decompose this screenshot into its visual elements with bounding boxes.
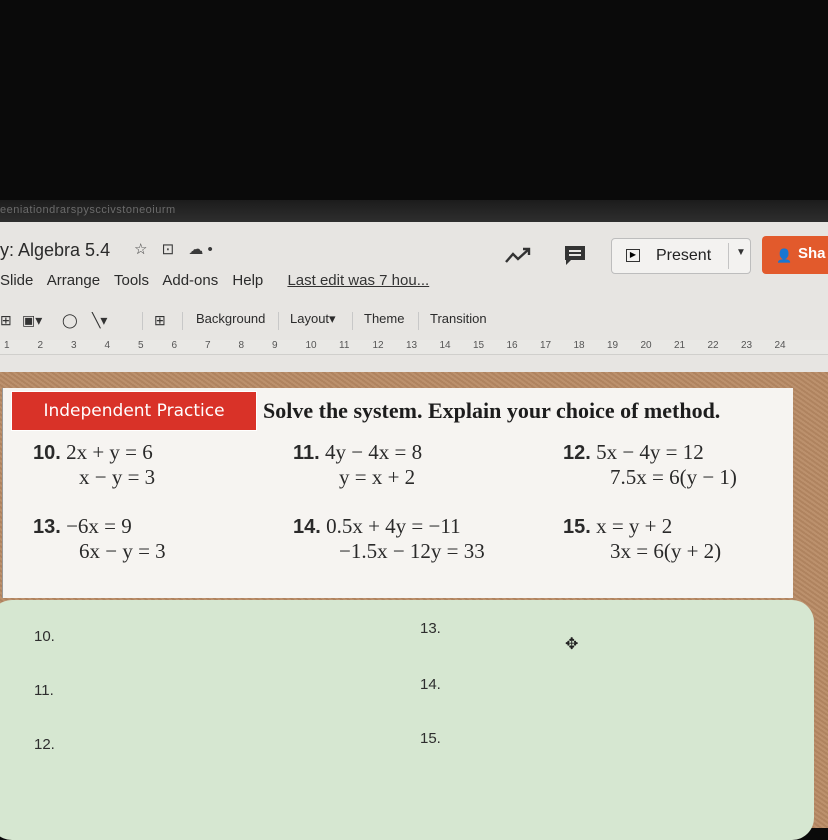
shape-icon[interactable]: ◯ — [62, 312, 78, 328]
share-button[interactable] — [762, 236, 828, 274]
document-title[interactable]: y: Algebra 5.4 — [0, 240, 111, 260]
ruler-tick-label: 3 — [71, 340, 77, 351]
title-icons — [134, 240, 223, 258]
star-icon[interactable]: ☆ — [134, 241, 148, 258]
ruler-tick-label: 6 — [171, 340, 178, 351]
ruler-tick-label: 14 — [439, 340, 451, 351]
problem-15 — [563, 514, 722, 563]
present-label: Present — [656, 247, 712, 264]
problem-13 — [33, 514, 166, 563]
move-cursor-icon: ✥ — [565, 636, 579, 653]
add-comment-icon[interactable]: ⊞ — [154, 312, 166, 328]
line-tool-icon[interactable]: ╲▾ — [92, 312, 108, 328]
toolbar-divider — [278, 312, 279, 330]
ruler-tick-label: 18 — [573, 340, 585, 351]
equation-2: x − y = 3 — [79, 465, 156, 489]
ruler-tick-label: 22 — [707, 340, 719, 351]
present-play-icon: ▶ — [626, 249, 640, 262]
toolbar-divider — [182, 312, 183, 330]
transition-button[interactable]: Transition — [430, 311, 487, 326]
browser-tab-strip — [0, 200, 828, 222]
slide-canvas[interactable] — [0, 372, 828, 828]
menu-arrange[interactable]: Arrange — [46, 272, 101, 289]
problem-number: 11. — [293, 442, 320, 464]
problem-panel[interactable] — [2, 388, 793, 598]
ruler-tick-label: 12 — [372, 340, 384, 351]
ruler-tick-label: 8 — [238, 340, 245, 351]
ruler-tick-label: 24 — [774, 340, 786, 351]
independent-practice-banner — [11, 391, 257, 431]
equation-2: 7.5x = 6(y − 1) — [610, 465, 737, 489]
slides-app — [0, 222, 828, 828]
share-label: Sha — [798, 245, 826, 262]
instruction-text: Solve the system. Explain your choice of method. — [263, 398, 721, 423]
answer-label-13: 13. — [420, 620, 441, 637]
equation-2: y = x + 2 — [339, 465, 416, 489]
ruler-tick-label: 13 — [406, 340, 418, 351]
last-edit-link[interactable]: Last edit was 7 hou... — [287, 272, 430, 289]
toolbar-divider — [142, 312, 143, 330]
answer-label-10: 10. — [34, 628, 55, 645]
horizontal-ruler[interactable] — [0, 340, 828, 355]
toolbar — [0, 306, 828, 336]
answer-label-14: 14. — [420, 676, 441, 693]
move-to-folder-icon[interactable]: ⊡ — [161, 241, 175, 258]
problem-14 — [293, 514, 485, 563]
toolbar-divider — [352, 312, 353, 330]
ruler-tick-label: 19 — [607, 340, 619, 351]
problem-number: 14. — [293, 516, 321, 538]
comment-icon[interactable] — [563, 244, 587, 266]
ruler-tick-label: 5 — [138, 340, 144, 351]
ruler-tick-label: 15 — [473, 340, 485, 351]
ruler-tick-label: 4 — [104, 340, 111, 351]
answer-label-11: 11. — [34, 682, 54, 699]
ruler-tick-label: 2 — [37, 340, 44, 351]
equation-1: −6x = 9 — [66, 514, 132, 538]
menu-slide[interactable]: Slide — [0, 272, 34, 289]
tab-hint-text: eeniationdrarspysccivstoneoiurm — [0, 204, 176, 216]
menu-add-ons[interactable]: Add-ons — [162, 272, 219, 289]
problem-11 — [293, 440, 423, 489]
ruler-tick-label: 9 — [272, 340, 278, 351]
problem-12 — [563, 440, 737, 489]
ruler-tick-label: 10 — [305, 340, 317, 351]
equation-1: 2x + y = 6 — [66, 440, 153, 464]
problem-10 — [33, 440, 156, 489]
menu-bar — [0, 272, 439, 289]
present-button[interactable] — [611, 238, 751, 274]
ruler-tick-label: 16 — [506, 340, 518, 351]
ruler-tick-label: 7 — [205, 340, 211, 351]
equation-2: −1.5x − 12y = 33 — [339, 539, 485, 563]
answer-box[interactable] — [0, 600, 814, 840]
layout-button[interactable]: Layout▾ — [290, 311, 336, 326]
ruler-tick-label: 11 — [339, 340, 350, 351]
equation-2: 6x − y = 3 — [79, 539, 166, 563]
equation-1: 5x − 4y = 12 — [596, 440, 704, 464]
ruler-tick-label: 23 — [741, 340, 753, 351]
equation-1: 4y − 4x = 8 — [324, 440, 423, 464]
equation-1: 0.5x + 4y = −11 — [326, 514, 461, 538]
answer-label-12: 12. — [34, 736, 55, 753]
image-insert-icon[interactable]: ▣▾ — [22, 312, 43, 328]
answer-label-15: 15. — [420, 730, 441, 747]
problem-number: 13. — [33, 516, 61, 538]
ruler-tick-label: 1 — [4, 340, 10, 351]
ruler-tick-label: 17 — [540, 340, 552, 351]
equation-1: x = y + 2 — [596, 514, 673, 538]
toolbar-divider — [418, 312, 419, 330]
share-lock-icon: 👤 — [776, 248, 793, 263]
cloud-status-icon[interactable]: ☁ • — [188, 241, 213, 258]
present-divider — [728, 243, 729, 269]
theme-button[interactable]: Theme — [364, 311, 405, 326]
problem-number: 10. — [33, 442, 61, 464]
background-button[interactable]: Background — [196, 311, 266, 326]
menu-help[interactable]: Help — [232, 272, 264, 289]
problem-number: 12. — [563, 442, 591, 464]
equation-2: 3x = 6(y + 2) — [610, 539, 722, 563]
banner-text: Independent Practice — [43, 401, 225, 421]
text-box-icon[interactable]: ⊞ — [0, 312, 12, 328]
ruler-tick-label: 21 — [674, 340, 686, 351]
ruler-tick-label: 20 — [640, 340, 652, 351]
present-dropdown-chevron-icon[interactable]: ▼ — [736, 247, 746, 258]
problem-number: 15. — [563, 516, 591, 538]
activity-trend-icon[interactable] — [505, 246, 531, 266]
menu-tools[interactable]: Tools — [113, 272, 150, 289]
